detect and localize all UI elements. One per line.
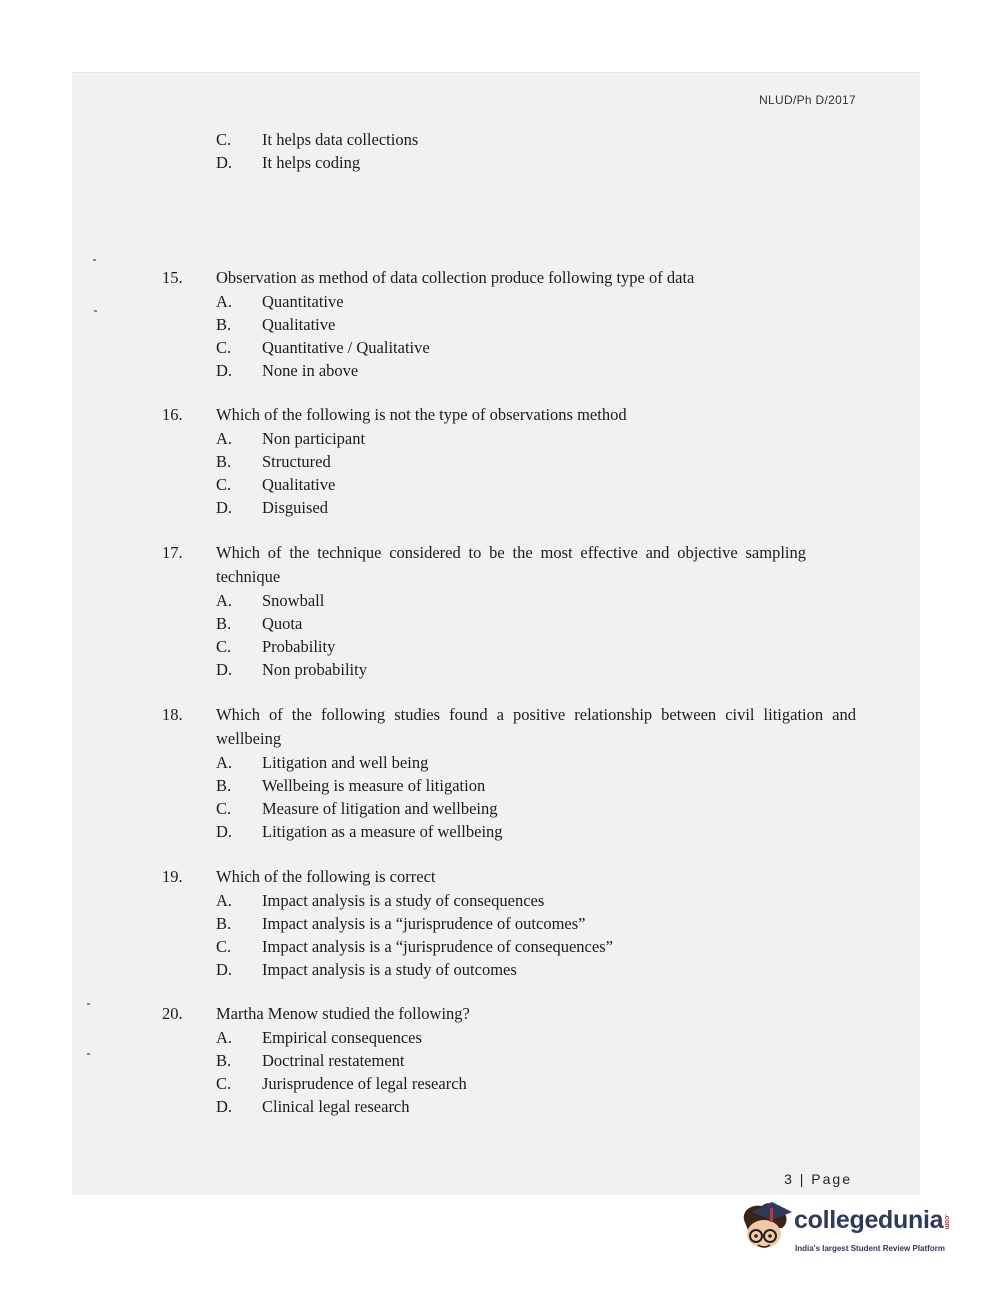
question-stem: Observation as method of data collection produce following type of data: [216, 268, 695, 287]
question-options: [216, 290, 862, 382]
question-number: 19.: [162, 867, 183, 886]
option-letter: D.: [216, 960, 233, 979]
option-letter: A.: [216, 429, 233, 448]
option-text: Doctrinal restatement: [262, 1051, 405, 1070]
option-b: [216, 450, 862, 473]
option-letter: D.: [216, 822, 233, 841]
option-letter: A.: [216, 1028, 233, 1047]
option-letter: C.: [216, 130, 232, 149]
option-a: [216, 589, 862, 612]
mascot-icon: [738, 1198, 794, 1268]
option-letter: C.: [216, 937, 232, 956]
option-text: It helps data collections: [262, 130, 419, 149]
option-b: [216, 612, 862, 635]
brand-suffix: .com: [943, 1213, 951, 1229]
scan-speck: [87, 1003, 90, 1005]
option-b: [216, 774, 862, 797]
option-a: [216, 1026, 862, 1049]
option-c: [216, 473, 862, 496]
option-c: [216, 797, 862, 820]
option-letter: A.: [216, 591, 233, 610]
scan-speck: [94, 310, 97, 312]
option-c: [216, 1072, 862, 1095]
option-letter: D.: [216, 498, 233, 517]
question-number: 18.: [162, 705, 183, 724]
option-b: [216, 1049, 862, 1072]
brand-name: [794, 1206, 950, 1235]
option-letter: D.: [216, 1097, 233, 1116]
option-text: It helps coding: [262, 153, 361, 172]
question-options: [216, 751, 862, 843]
question-18: [162, 703, 862, 843]
question-number: 17.: [162, 543, 183, 562]
option-a: [216, 751, 862, 774]
option-d: [216, 359, 862, 382]
option-d: [216, 1095, 862, 1118]
option-text: Impact analysis is a “jurisprudence of outcomes”: [262, 914, 586, 933]
option-letter: D.: [216, 660, 233, 679]
option-a: [216, 290, 862, 313]
option-b: [216, 313, 862, 336]
option-letter: D.: [216, 361, 233, 380]
option-letter: B.: [216, 776, 232, 795]
question-number: 15.: [162, 268, 183, 287]
question-15: [162, 266, 862, 382]
option-letter: C.: [216, 637, 232, 656]
option-text: Disguised: [262, 498, 328, 517]
option-c: [216, 336, 862, 359]
option-text: Impact analysis is a study of consequences: [262, 891, 545, 910]
scan-speck: [93, 259, 96, 261]
paper-code: NLUD/Ph D/2017: [759, 93, 856, 107]
page-number: 3 | Page: [784, 1171, 852, 1187]
question-number: 20.: [162, 1004, 183, 1023]
option-d: [216, 958, 862, 981]
option-letter: B.: [216, 452, 232, 471]
option-letter: A.: [216, 891, 233, 910]
exam-page: [72, 72, 920, 1195]
option-text: Snowball: [262, 591, 325, 610]
option-c: [216, 935, 862, 958]
question-16: [162, 403, 862, 519]
option-text: Impact analysis is a study of outcomes: [262, 960, 517, 979]
question-options: [216, 889, 862, 981]
question-options: [216, 427, 862, 519]
option-text: Wellbeing is measure of litigation: [262, 776, 486, 795]
option-text: Non probability: [262, 660, 367, 679]
option-text: Quantitative: [262, 292, 344, 311]
option-text: Qualitative: [262, 315, 336, 334]
option-text: Jurisprudence of legal research: [262, 1074, 467, 1093]
option-text: Quantitative / Qualitative: [262, 338, 430, 357]
brand-tagline: India's largest Student Review Platform: [795, 1244, 945, 1253]
option-text: Structured: [262, 452, 331, 471]
option-text: Impact analysis is a “jurisprudence of consequences”: [262, 937, 613, 956]
question-stem: Which of the following studies found a positive relationship between civil litigation and wellbeing: [216, 705, 856, 748]
option-text: Probability: [262, 637, 336, 656]
option-letter: A.: [216, 292, 233, 311]
option-d: [216, 496, 862, 519]
option-a: [216, 889, 862, 912]
question-17: [162, 541, 862, 681]
scan-speck: [87, 1053, 90, 1055]
option-c: [216, 635, 862, 658]
question-20: [162, 1002, 862, 1118]
option-text: Qualitative: [262, 475, 336, 494]
option-letter: B.: [216, 614, 232, 633]
option-text: Measure of litigation and wellbeing: [262, 799, 498, 818]
question-stem: Which of the following is not the type of observations method: [216, 405, 627, 424]
option-letter: C.: [216, 338, 232, 357]
question-options: [216, 589, 862, 681]
option-letter: B.: [216, 914, 232, 933]
option-text: Empirical consequences: [262, 1028, 422, 1047]
collegedunia-logo[interactable]: [738, 1198, 968, 1268]
question-stem: Which of the following is correct: [216, 867, 436, 886]
option-d: [216, 658, 862, 681]
option-letter: C.: [216, 475, 232, 494]
question-stem: Martha Menow studied the following?: [216, 1004, 470, 1023]
option-d: [216, 820, 862, 843]
option-letter: B.: [216, 315, 232, 334]
option-text: Non participant: [262, 429, 366, 448]
question-number: 16.: [162, 405, 183, 424]
option-letter: A.: [216, 753, 233, 772]
option-text: Quota: [262, 614, 303, 633]
option-text: Litigation as a measure of wellbeing: [262, 822, 503, 841]
option-a: [216, 427, 862, 450]
question-19: [162, 865, 862, 981]
option-text: Clinical legal research: [262, 1097, 410, 1116]
question-options: [216, 1026, 862, 1118]
question-stem: Which of the technique considered to be the most effective and objective sampling technique: [216, 543, 806, 586]
option-letter: D.: [216, 153, 233, 172]
option-b: [216, 912, 862, 935]
option-letter: C.: [216, 1074, 232, 1093]
brand-wordmark: collegedunia: [794, 1206, 944, 1234]
option-letter: B.: [216, 1051, 232, 1070]
option-letter: C.: [216, 799, 232, 818]
option-text: None in above: [262, 361, 359, 380]
option-text: Litigation and well being: [262, 753, 429, 772]
